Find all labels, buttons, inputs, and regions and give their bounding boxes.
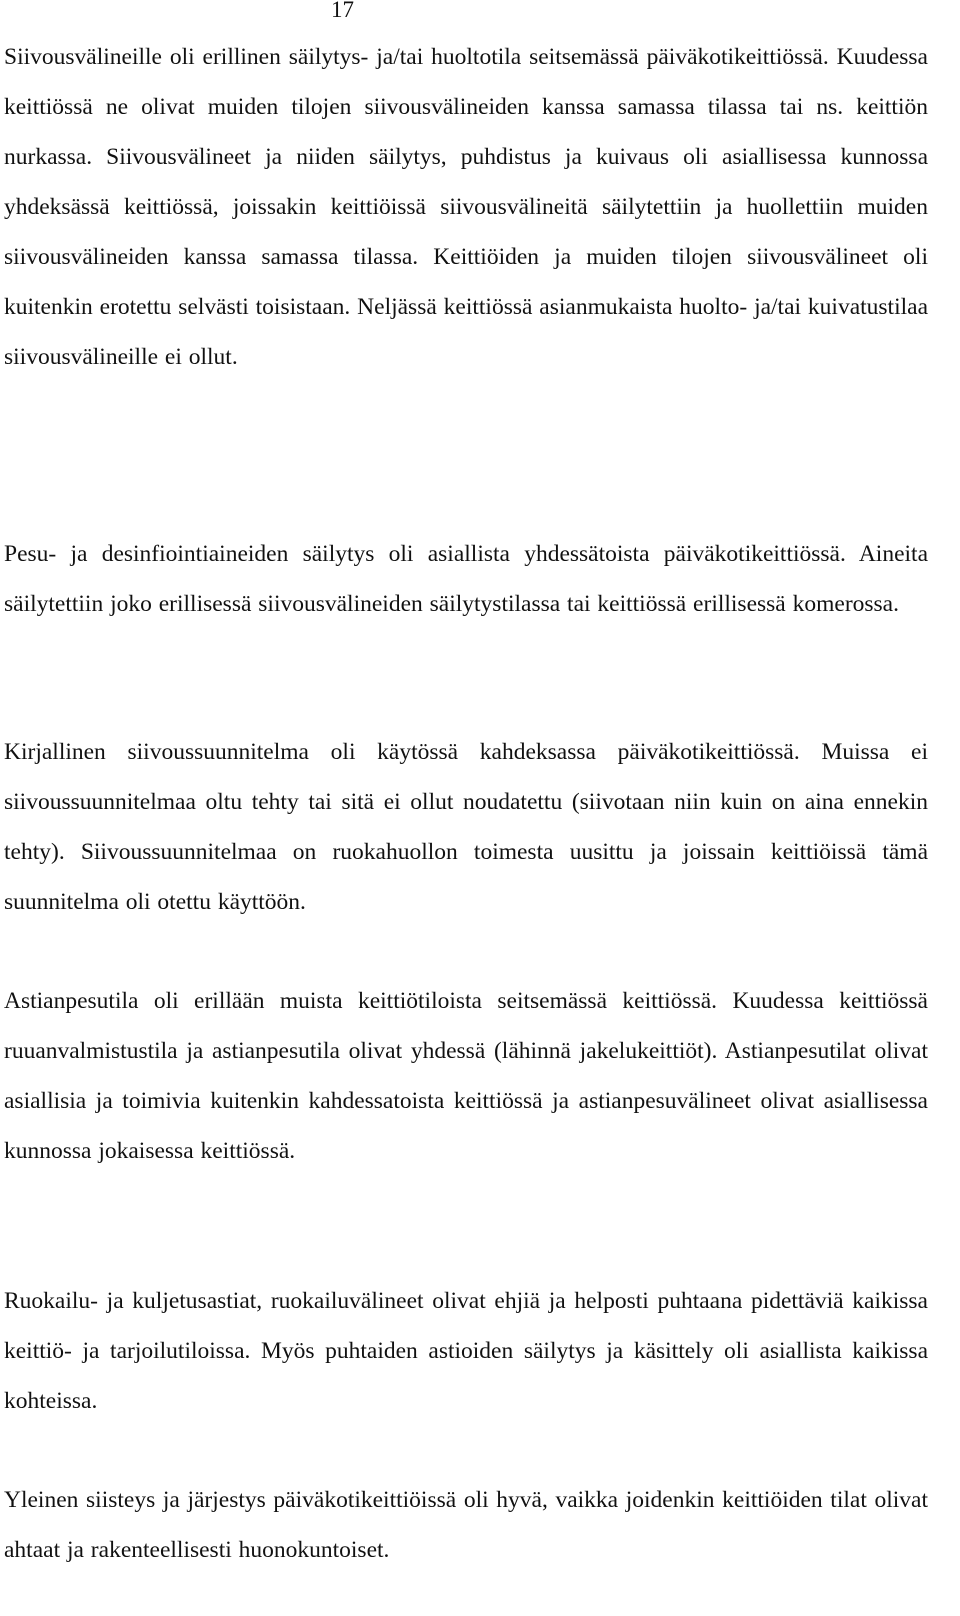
paragraph-detergent-storage: Pesu- ja desinfiointiaineiden säilytys oli asiallista yhdessätoista päiväkotikeittiössä. Aineita säilytettiin joko erillisessä siivousvälineiden säilytystilassa tai keittiössä erillisessä komerossa. xyxy=(4,541,928,617)
paragraph-cleaning-plan: Kirjallinen siivoussuunnitelma oli käytössä kahdeksassa päiväkotikeittiössä. Muissa ei siivoussuunnitelmaa oltu tehty tai sitä ei ollut noudatettu (siivotaan niin kuin on aina ennekin tehty). Siivoussuunnitelmaa on ruokahuollon toimesta uusittu ja joissain keittiöissä tämä suunnitelma oli otettu käyttöön. xyxy=(4,739,928,915)
paragraph-dishwashing-room: Astianpesutila oli erillään muista keittiötiloista seitsemässä keittiössä. Kuudessa keittiössä ruuanvalmistustila ja astianpesutila olivat yhdessä (lähinnä jakelukeittiöt). Astianpesutilat olivat asiallisia ja toimivia kuitenkin kahdessatoista keittiössä ja astianpesuvälineet olivat asiallisessa kunnossa jokaisessa keittiössä. xyxy=(4,988,928,1164)
page-number: 17 xyxy=(331,0,354,22)
paragraph-cleaning-equipment-storage: Siivousvälineille oli erillinen säilytys- ja/tai huoltotila seitsemässä päiväkotikeittiössä. Kuudessa keittiössä ne olivat muiden tilojen siivousvälineiden kanssa samassa tilassa tai ns. keittiön nurkassa. Siivousvälineet ja niiden säilytys, puhdistus ja kuivaus oli asiallisessa kunnossa yhdeksässä keittiössä, joissakin keittiöissä siivousvälineitä säilytettiin ja huollettiin muiden siivousvälineiden kanssa samassa tilassa. Keittiöiden ja muiden tilojen siivousvälineet oli kuitenkin erotettu selvästi toisistaan. Neljässä keittiössä asianmukaista huolto- ja/tai kuivatustilaa siivousvälineille ei ollut. xyxy=(4,44,928,370)
paragraph-dishes-and-utensils: Ruokailu- ja kuljetusastiat, ruokailuvälineet olivat ehjiä ja helposti puhtaana pidettäviä kaikissa keittiö- ja tarjoilutiloissa. Myös puhtaiden astioiden säilytys ja käsittely oli asiallista kaikissa kohteissa. xyxy=(4,1288,928,1414)
paragraph-general-tidiness: Yleinen siisteys ja järjestys päiväkotikeittiöissä oli hyvä, vaikka joidenkin keittiöiden tilat olivat ahtaat ja rakenteellisesti huonokuntoiset. xyxy=(4,1487,928,1563)
